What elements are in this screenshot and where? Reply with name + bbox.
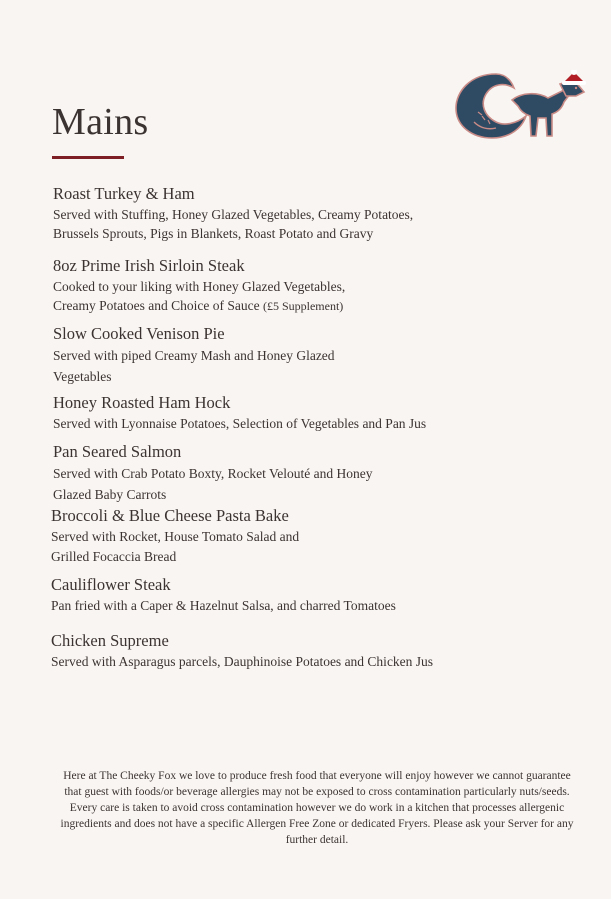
menu-item-pasta-bake — [51, 507, 521, 567]
supplement-note: (£5 Supplement) — [262, 299, 344, 313]
menu-item-name: Pan Seared Salmon — [53, 442, 182, 461]
menu-item-description: Served with Asparagus parcels, Dauphinoise Potatoes and Chicken Jus — [51, 654, 434, 669]
menu-item-description: Served with Stuffing, Honey Glazed Vegetables, Creamy Potatoes, Brussels Sprouts, Pigs in Blankets, Roast Potato and Gravy — [53, 207, 414, 241]
menu-item-description: Served with piped Creamy Mash and Honey Glazed Vegetables — [53, 348, 335, 384]
menu-item-name: Honey Roasted Ham Hock — [53, 393, 231, 412]
menu-item-ham-hock — [53, 394, 523, 433]
menu-item-description: Pan fried with a Caper & Hazelnut Salsa, and charred Tomatoes — [51, 598, 396, 613]
menu-item-name: 8oz Prime Irish Sirloin Steak — [53, 256, 245, 275]
page-title: Mains — [52, 101, 149, 143]
menu-item-salmon — [53, 443, 523, 505]
menu-item-name: Broccoli & Blue Cheese Pasta Bake — [51, 506, 289, 525]
menu-item-description: Cooked to your liking with Honey Glazed Vegetables, Creamy Potatoes and Choice of Sauce (£5 Supplement) — [53, 279, 346, 313]
menu-item-roast-turkey — [53, 185, 523, 243]
menu-item-venison-pie — [53, 325, 523, 387]
allergen-disclaimer: Here at The Cheeky Fox we love to produce fresh food that everyone will enjoy however we cannot guarantee that guest with foods/or beverage allergies may not be exposed to cross contamination particularly nuts/seeds. Every care is taken to avoid cross contamination however we do work in a kitchen that processes allergenic ingredients and does not have a specific Allergen Free Zone or dedicated Fryers. Please ask your Server for any further detail. — [60, 770, 574, 846]
menu-item-name: Roast Turkey & Ham — [53, 184, 195, 203]
menu-item-description: Served with Crab Potato Boxty, Rocket Velouté and Honey Glazed Baby Carrots — [53, 466, 373, 502]
fox-logo-icon — [452, 70, 592, 142]
menu-item-sirloin-steak — [53, 257, 523, 316]
menu-item-name: Chicken Supreme — [51, 631, 169, 650]
menu-item-name: Slow Cooked Venison Pie — [53, 324, 225, 343]
menu-item-chicken-supreme — [51, 632, 521, 671]
menu-item-description: Served with Rocket, House Tomato Salad and Grilled Focaccia Bread — [51, 529, 300, 564]
title-underline — [52, 156, 124, 159]
menu-item-description: Served with Lyonnaise Potatoes, Selection of Vegetables and Pan Jus — [53, 416, 427, 431]
menu-item-name: Cauliflower Steak — [51, 575, 171, 594]
menu-item-cauliflower-steak — [51, 576, 521, 615]
